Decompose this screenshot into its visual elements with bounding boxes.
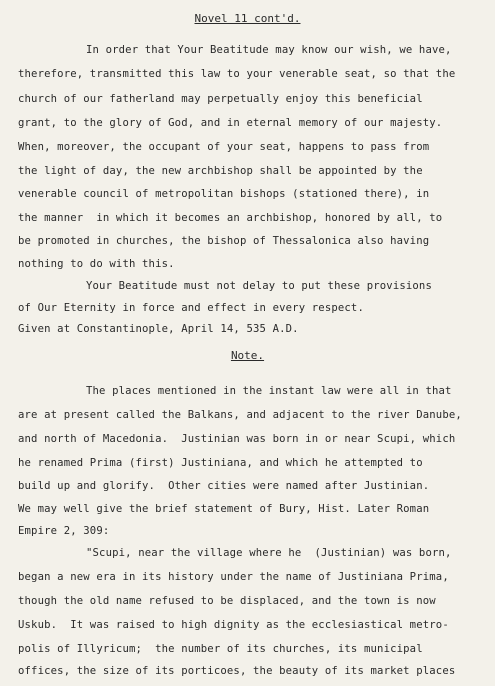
text-line: the manner in which it becomes an archbishop, honored by all, to [18, 212, 443, 224]
text-line: Empire 2, 309: [18, 525, 110, 537]
text-line: We may well give the brief statement of Bury, Hist. Later Roman [18, 503, 430, 515]
text-line: church of our fatherland may perpetually enjoy this beneficial [18, 93, 423, 105]
text-line: nothing to do with this. [18, 258, 175, 270]
text-line: and north of Macedonia. Justinian was born in or near Scupi, which [18, 433, 456, 445]
text-line: When, moreover, the occupant of your seat, happens to pass from [18, 141, 430, 153]
text-line: grant, to the glory of God, and in eternal memory of our majesty. [18, 117, 443, 129]
text-line: "Scupi, near the village where he (Justinian) was born, [86, 547, 452, 559]
text-line: venerable council of metropolitan bishops (stationed there), in [18, 188, 430, 200]
text-line: In order that Your Beatitude may know our wish, we have, [86, 44, 452, 56]
text-line: of Our Eternity in force and effect in every respect. [18, 302, 364, 314]
text-line: The places mentioned in the instant law were all in that [86, 385, 452, 397]
text-line: Uskub. It was raised to high dignity as the ecclesiastical metro- [18, 619, 449, 631]
text-line: began a new era in its history under the name of Justiniana Prima, [18, 571, 449, 583]
page-title [0, 12, 495, 25]
text-line: be promoted in churches, the bishop of Thessalonica also having [18, 235, 430, 247]
text-line: are at present called the Balkans, and adjacent to the river Danube, [18, 409, 462, 421]
text-line: therefore, transmitted this law to your venerable seat, so that the [18, 68, 456, 80]
note-heading [0, 349, 495, 362]
text-line: Your Beatitude must not delay to put these provisions [86, 280, 432, 292]
text-line: polis of Illyricum; the number of its churches, its municipal [18, 643, 423, 655]
text-line: the light of day, the new archbishop shall be appointed by the [18, 165, 423, 177]
text-line: though the old name refused to be displaced, and the town is now [18, 595, 436, 607]
text-line: Given at Constantinople, April 14, 535 A.D. [18, 323, 299, 335]
note-heading-text: Note. [230, 349, 265, 362]
text-line: build up and glorify. Other cities were named after Justinian. [18, 480, 430, 492]
page-title-text: Novel 11 cont'd. [194, 12, 301, 25]
text-line: offices, the size of its porticoes, the beauty of its market places [18, 665, 456, 677]
text-line: he renamed Prima (first) Justiniana, and which he attempted to [18, 457, 423, 469]
